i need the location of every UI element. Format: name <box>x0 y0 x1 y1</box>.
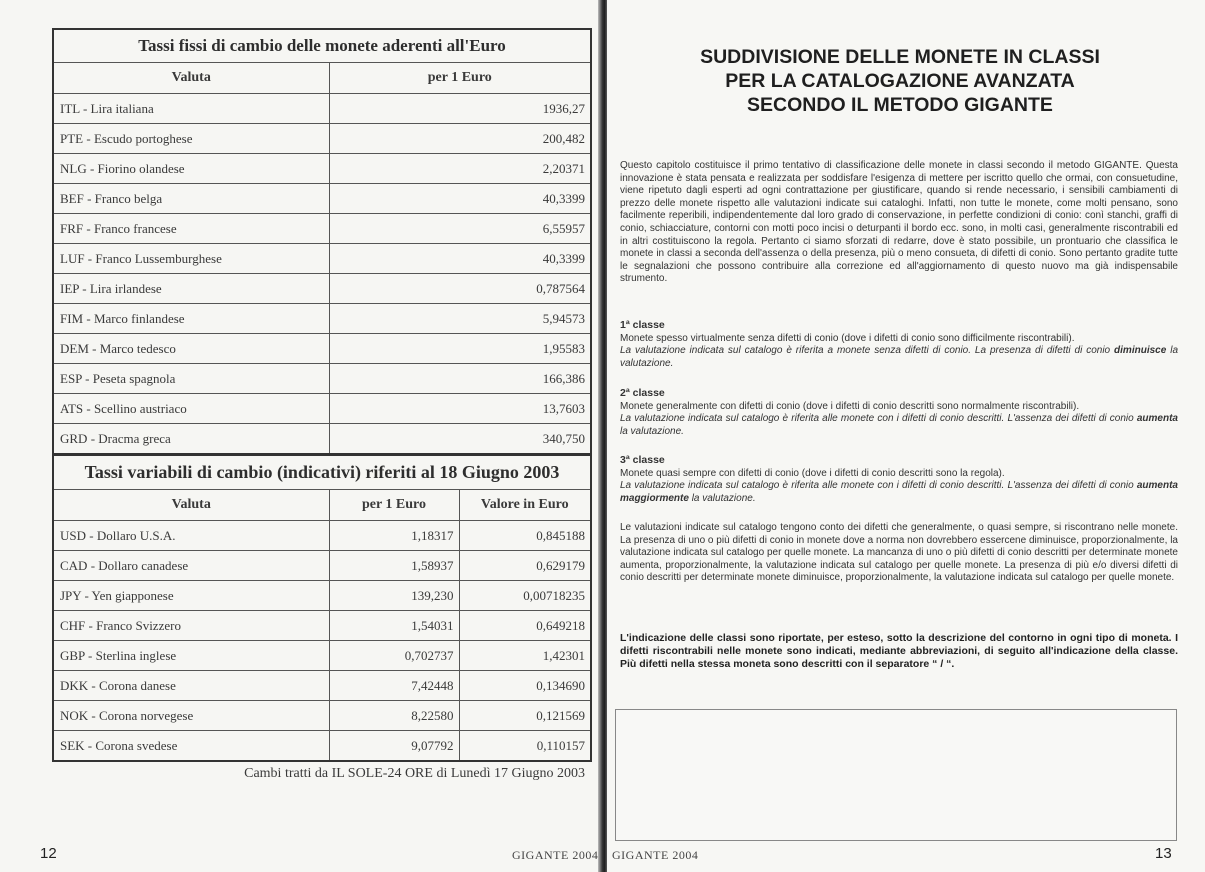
rate-cell: 166,386 <box>329 364 591 394</box>
rate-cell: 340,750 <box>329 424 591 455</box>
rate-cell: 7,42448 <box>329 671 459 701</box>
rate-cell: 1,54031 <box>329 611 459 641</box>
table-row <box>53 671 591 701</box>
rate-cell: 40,3399 <box>329 244 591 274</box>
fixed-header-currency: Valuta <box>53 63 329 94</box>
currency-cell: ATS - Scellino austriaco <box>53 394 329 424</box>
rate-cell: 6,55957 <box>329 214 591 244</box>
class-description: Monete quasi sempre con difetti di conio (dove i difetti di conio descritti sono la regola). <box>620 467 1005 479</box>
currency-cell: FRF - Franco francese <box>53 214 329 244</box>
currency-cell: SEK - Corona svedese <box>53 731 329 762</box>
table-row <box>53 124 591 154</box>
rate-cell: 8,22580 <box>329 701 459 731</box>
classes-indication-text: L'indicazione delle classi sono riportate, per esteso, sotto la descrizione del contorno in ogni tipo di moneta. I difetti riscontrabili nelle monete sono indicati, mediante abbreviazioni, di seguito all'indicazione della classe. Più difetti nella stessa moneta sono descritti con il separatore “ / “. <box>620 632 1178 670</box>
currency-cell: LUF - Franco Lussemburghese <box>53 244 329 274</box>
class-note-tail: la valutazione. <box>620 345 1179 369</box>
currency-cell: USD - Dollaro U.S.A. <box>53 521 329 551</box>
class-note-tail: la valutazione. <box>620 425 684 437</box>
table-row <box>53 184 591 214</box>
variable-header-rate: per 1 Euro <box>329 490 459 521</box>
value-cell: 0,649218 <box>459 611 591 641</box>
table-row <box>53 214 591 244</box>
currency-cell: CAD - Dollaro canadese <box>53 551 329 581</box>
page-title <box>640 45 1160 117</box>
class-heading: 3ª classe <box>620 454 665 466</box>
table-row <box>53 364 591 394</box>
footer-right: GIGANTE 2004 <box>612 848 699 862</box>
table-row <box>53 581 591 611</box>
class-note-italic: La valutazione indicata sul catalogo è riferita alle monete con i difetti di conio descritti. L'assenza dei difetti di conio <box>620 413 1134 425</box>
table-row <box>53 701 591 731</box>
currency-cell: ITL - Lira italiana <box>53 94 329 124</box>
value-cell: 0,629179 <box>459 551 591 581</box>
value-cell: 0,845188 <box>459 521 591 551</box>
variable-rates-table <box>52 454 592 762</box>
class-note-italic: La valutazione indicata sul catalogo è riferita a monete senza difetti di conio. La presenza di difetti di conio <box>620 345 1111 357</box>
currency-cell: CHF - Franco Svizzero <box>53 611 329 641</box>
currency-cell: NLG - Fiorino olandese <box>53 154 329 184</box>
table-row <box>53 94 591 124</box>
value-cell: 0,134690 <box>459 671 591 701</box>
table-row <box>53 154 591 184</box>
currency-cell: NOK - Corona norvegese <box>53 701 329 731</box>
class-3-section <box>620 454 1178 505</box>
left-page <box>0 0 600 872</box>
classes-indication-note <box>620 632 1178 671</box>
footer-left: GIGANTE 2004 <box>512 848 599 862</box>
class-1-section <box>620 319 1178 370</box>
currency-cell: BEF - Franco belga <box>53 184 329 214</box>
fixed-header-rate: per 1 Euro <box>329 63 591 94</box>
class-description: Monete generalmente con difetti di conio (dove i difetti di conio descritti sono normalmente riscontrabili). <box>620 400 1080 412</box>
class-note-emphasis: aumenta maggiormente <box>620 480 1178 504</box>
currency-cell: PTE - Escudo portoghese <box>53 124 329 154</box>
intro-paragraph <box>620 160 1178 286</box>
variable-rates-title: Tassi variabili di cambio (indicativi) riferiti al 18 Giugno 2003 <box>53 455 591 490</box>
intro-text: Questo capitolo costituisce il primo tentativo di classificazione delle monete in classi secondo il metodo GIGANTE. Questa innovazione è stata pensata e realizzata per soddisfare l'esigenza di mettere per iscritto quello che ormai, con consuetudine, viene ripetuto dagli esperti ad ogni contrattazione per giustificare, quando si rende necessario, i sensibili cambiamenti di prezzo delle monete rispetto alle valutazioni indicate sui cataloghi. Infatti, non tutte le monete, come molti pensano, sono facilmente reperibili, indipendentemente dal loro grado di conservazione, in perfette condizioni di conio: conì stanchi, graffi di conio, schiacciature, contorni con motti poco incisi o deturpanti il bordo ecc. sono, in molti casi, generalmente riscontrabili ed in altri costituiscono la regola. Pertanto ci siamo sforzati di redarre, dove è stato possibile, un prontuario che classifica le monete in classi a seconda dell'assenza o della presenza, più o meno consueta, di difetti di conio. Sono pertanto gradite tutte le segnalazioni che possono contribuire alla correzione ed all'aggiornamento di questo nuovo ma già indispensabile strumento. <box>620 160 1178 285</box>
currency-cell: JPY - Yen giapponese <box>53 581 329 611</box>
currency-cell: IEP - Lira irlandese <box>53 274 329 304</box>
rate-cell: 2,20371 <box>329 154 591 184</box>
class-note-tail: la valutazione. <box>691 492 756 504</box>
title-line-2: PER LA CATALOGAZIONE AVANZATA <box>725 70 1075 92</box>
variable-header-currency: Valuta <box>53 490 329 521</box>
rates-source: Cambi tratti da IL SOLE-24 ORE di Lunedì 17 Giugno 2003 <box>244 766 585 781</box>
page-number-right: 13 <box>1155 845 1172 862</box>
currency-cell: GRD - Dracma greca <box>53 424 329 455</box>
page-number-left: 12 <box>40 845 57 862</box>
class-note <box>620 413 1178 438</box>
rate-cell: 13,7603 <box>329 394 591 424</box>
table-row <box>53 244 591 274</box>
class-note-emphasis: diminuisce <box>1114 345 1167 357</box>
value-cell: 0,00718235 <box>459 581 591 611</box>
value-cell: 0,121569 <box>459 701 591 731</box>
table-row <box>53 274 591 304</box>
rate-cell: 1936,27 <box>329 94 591 124</box>
value-cell: 1,42301 <box>459 641 591 671</box>
class-heading: 1ª classe <box>620 319 665 331</box>
currency-cell: ESP - Peseta spagnola <box>53 364 329 394</box>
rate-cell: 5,94573 <box>329 304 591 334</box>
table-row <box>53 521 591 551</box>
rate-cell: 9,07792 <box>329 731 459 762</box>
variable-header-value: Valore in Euro <box>459 490 591 521</box>
table-row <box>53 424 591 455</box>
rate-cell: 0,702737 <box>329 641 459 671</box>
currency-cell: FIM - Marco finlandese <box>53 304 329 334</box>
title-line-1: SUDDIVISIONE DELLE MONETE IN CLASSI <box>700 46 1100 68</box>
currency-cell: DKK - Corona danese <box>53 671 329 701</box>
fixed-rates-table <box>52 28 592 455</box>
class-description: Monete spesso virtualmente senza difetti di conio (dove i difetti di conio sono difficilmente riscontrabili). <box>620 332 1075 344</box>
valuation-notes-text: Le valutazioni indicate sul catalogo tengono conto dei difetti che generalmente, o quasi sempre, si riscontrano nelle monete. La presenza di uno o più difetti di conio in monete dove a norma non dovrebbero essercene diminuisce, proporzionalmente, la valutazione indicata sul catalogo per quelle monete. La mancanza di uno o più difetti di conio descritti per determinate monete aumenta, proporzionalmente, la valutazione indicata sul catalogo per quelle monete. La presenza di più e/o diversi difetti di conio descritti per determinate monete diminuisce, proporzionalmente, la valutazione indicata sul catalogo per quelle monete. <box>620 522 1178 584</box>
table-row <box>53 611 591 641</box>
empty-frame <box>615 709 1177 841</box>
title-line-3: SECONDO IL METODO GIGANTE <box>747 94 1053 116</box>
value-cell: 0,110157 <box>459 731 591 762</box>
rate-cell: 200,482 <box>329 124 591 154</box>
table-row <box>53 334 591 364</box>
class-note <box>620 345 1178 370</box>
class-note-italic: La valutazione indicata sul catalogo è riferita alle monete con i difetti di conio descritti. L'assenza dei difetti di conio <box>620 480 1134 492</box>
fixed-rates-title: Tassi fissi di cambio delle monete aderenti all'Euro <box>53 29 591 63</box>
table-row <box>53 551 591 581</box>
rate-cell: 40,3399 <box>329 184 591 214</box>
rate-cell: 1,18317 <box>329 521 459 551</box>
class-heading: 2ª classe <box>620 387 665 399</box>
rate-cell: 0,787564 <box>329 274 591 304</box>
currency-cell: DEM - Marco tedesco <box>53 334 329 364</box>
rate-cell: 1,95583 <box>329 334 591 364</box>
rate-cell: 1,58937 <box>329 551 459 581</box>
table-row <box>53 394 591 424</box>
valuation-notes <box>620 522 1178 585</box>
table-row <box>53 641 591 671</box>
class-note <box>620 480 1178 505</box>
class-2-section <box>620 387 1178 438</box>
currency-cell: GBP - Sterlina inglese <box>53 641 329 671</box>
table-row <box>53 304 591 334</box>
rate-cell: 139,230 <box>329 581 459 611</box>
class-note-emphasis: aumenta <box>1136 413 1178 425</box>
table-row <box>53 731 591 762</box>
